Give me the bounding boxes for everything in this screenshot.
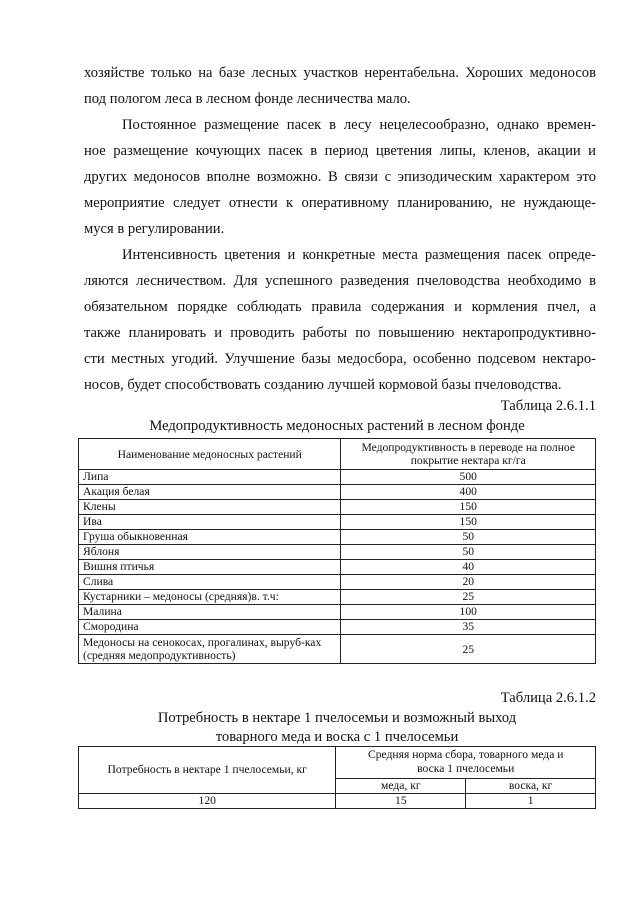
table-2-title-line-2: товарного меда и воска с 1 пчелосемьи bbox=[215, 729, 459, 745]
text-line: мероприятие следует отнести к оперативному планированию, не нуждающе- bbox=[84, 195, 596, 211]
table-row bbox=[79, 605, 596, 620]
table-row bbox=[79, 575, 596, 590]
productivity-value: 500 bbox=[341, 470, 596, 485]
productivity-value: 150 bbox=[341, 515, 596, 530]
text-line: под пологом леса в лесном фонде лесничества мало. bbox=[84, 91, 411, 107]
table-row bbox=[79, 620, 596, 635]
table-1-number: Таблица 2.6.1.1 bbox=[500, 398, 596, 414]
column-header-norm: Средняя норма сбора, товарного меда и воска 1 пчелосемьи bbox=[336, 747, 596, 779]
text-line: Интенсивность цветения и конкретные места размещения пасек опреде- bbox=[122, 247, 596, 263]
plant-name: Слива bbox=[79, 575, 341, 590]
productivity-value: 25 bbox=[341, 590, 596, 605]
plant-name: Медоносы на сенокосах, прогалинах, выруб-ках (средняя медопродуктивность) bbox=[79, 635, 341, 664]
paragraph-1 bbox=[84, 60, 596, 112]
plant-name: Кустарники – медоносы (средняя)в. т.ч: bbox=[79, 590, 341, 605]
paragraph-3 bbox=[84, 242, 596, 398]
nectar-need-table bbox=[78, 746, 596, 809]
productivity-value: 50 bbox=[341, 545, 596, 560]
plant-name: Смородина bbox=[79, 620, 341, 635]
table-row bbox=[79, 635, 596, 664]
table-row bbox=[79, 560, 596, 575]
plant-name: Малина bbox=[79, 605, 341, 620]
text-line: ное размещение кочующих пасек в период цветения липы, кленов, акации и bbox=[84, 143, 596, 159]
productivity-value: 25 bbox=[341, 635, 596, 664]
productivity-value: 400 bbox=[341, 485, 596, 500]
table-1-title: Медопродуктивность медоносных растений в лесном фонде bbox=[149, 418, 525, 434]
text-line: других медоносов вполне возможно. В связи с эпизодическим характером это bbox=[84, 169, 596, 185]
plant-name: Липа bbox=[79, 470, 341, 485]
plant-name: Ива bbox=[79, 515, 341, 530]
table-row bbox=[79, 794, 596, 809]
text-line: также планировать и проводить работы по повышению нектаропродуктивно- bbox=[84, 325, 596, 341]
plant-name: Яблоня bbox=[79, 545, 341, 560]
table-row bbox=[79, 485, 596, 500]
productivity-value: 20 bbox=[341, 575, 596, 590]
productivity-value: 35 bbox=[341, 620, 596, 635]
table-row bbox=[79, 530, 596, 545]
column-header: Наименование медоносных растений bbox=[79, 439, 341, 470]
table-row bbox=[79, 545, 596, 560]
column-header-need: Потребность в нектаре 1 пчелосемьи, кг bbox=[79, 747, 336, 794]
text-line: обязательном порядке соблюдать правила содержания и кормления пчел, а bbox=[84, 299, 596, 315]
productivity-value: 100 bbox=[341, 605, 596, 620]
table-row bbox=[79, 500, 596, 515]
plant-name: Клены bbox=[79, 500, 341, 515]
table-row bbox=[79, 515, 596, 530]
honey-productivity-table bbox=[78, 438, 596, 664]
paragraph-2 bbox=[84, 112, 596, 242]
text-line: носов, будет способствовать созданию лучшей кормовой базы пчеловодства. bbox=[84, 377, 562, 393]
column-header-honey: меда, кг bbox=[336, 778, 466, 793]
honey-value: 15 bbox=[336, 794, 466, 809]
productivity-value: 50 bbox=[341, 530, 596, 545]
productivity-value: 150 bbox=[341, 500, 596, 515]
column-header: Медопродуктивность в переводе на полное покрытие нектара кг/га bbox=[341, 439, 596, 470]
text-line: муся в регулировании. bbox=[84, 221, 225, 237]
table-row bbox=[79, 470, 596, 485]
column-header-wax: воска, кг bbox=[466, 778, 596, 793]
plant-name: Груша обыкновенная bbox=[79, 530, 341, 545]
productivity-value: 40 bbox=[341, 560, 596, 575]
table-header-row bbox=[79, 747, 596, 779]
table-2-title-line-1: Потребность в нектаре 1 пчелосемьи и возможный выход bbox=[157, 710, 517, 726]
text-line: хозяйстве только на базе лесных участков нерентабельна. Хороших медоносов bbox=[84, 65, 596, 81]
text-line: сти местных угодий. Улучшение базы медосбора, особенно подсевом нектаро- bbox=[84, 351, 596, 367]
text-line: ляются лесничеством. Для успешного разведения пчеловодства необходимо в bbox=[84, 273, 596, 289]
text-line: Постоянное размещение пасек в лесу нецелесообразно, однако времен- bbox=[122, 117, 596, 133]
table-2-number: Таблица 2.6.1.2 bbox=[500, 690, 596, 706]
plant-name: Акация белая bbox=[79, 485, 341, 500]
plant-name: Вишня птичья bbox=[79, 560, 341, 575]
table-row bbox=[79, 590, 596, 605]
wax-value: 1 bbox=[466, 794, 596, 809]
table-header-row bbox=[79, 439, 596, 470]
need-value: 120 bbox=[79, 794, 336, 809]
